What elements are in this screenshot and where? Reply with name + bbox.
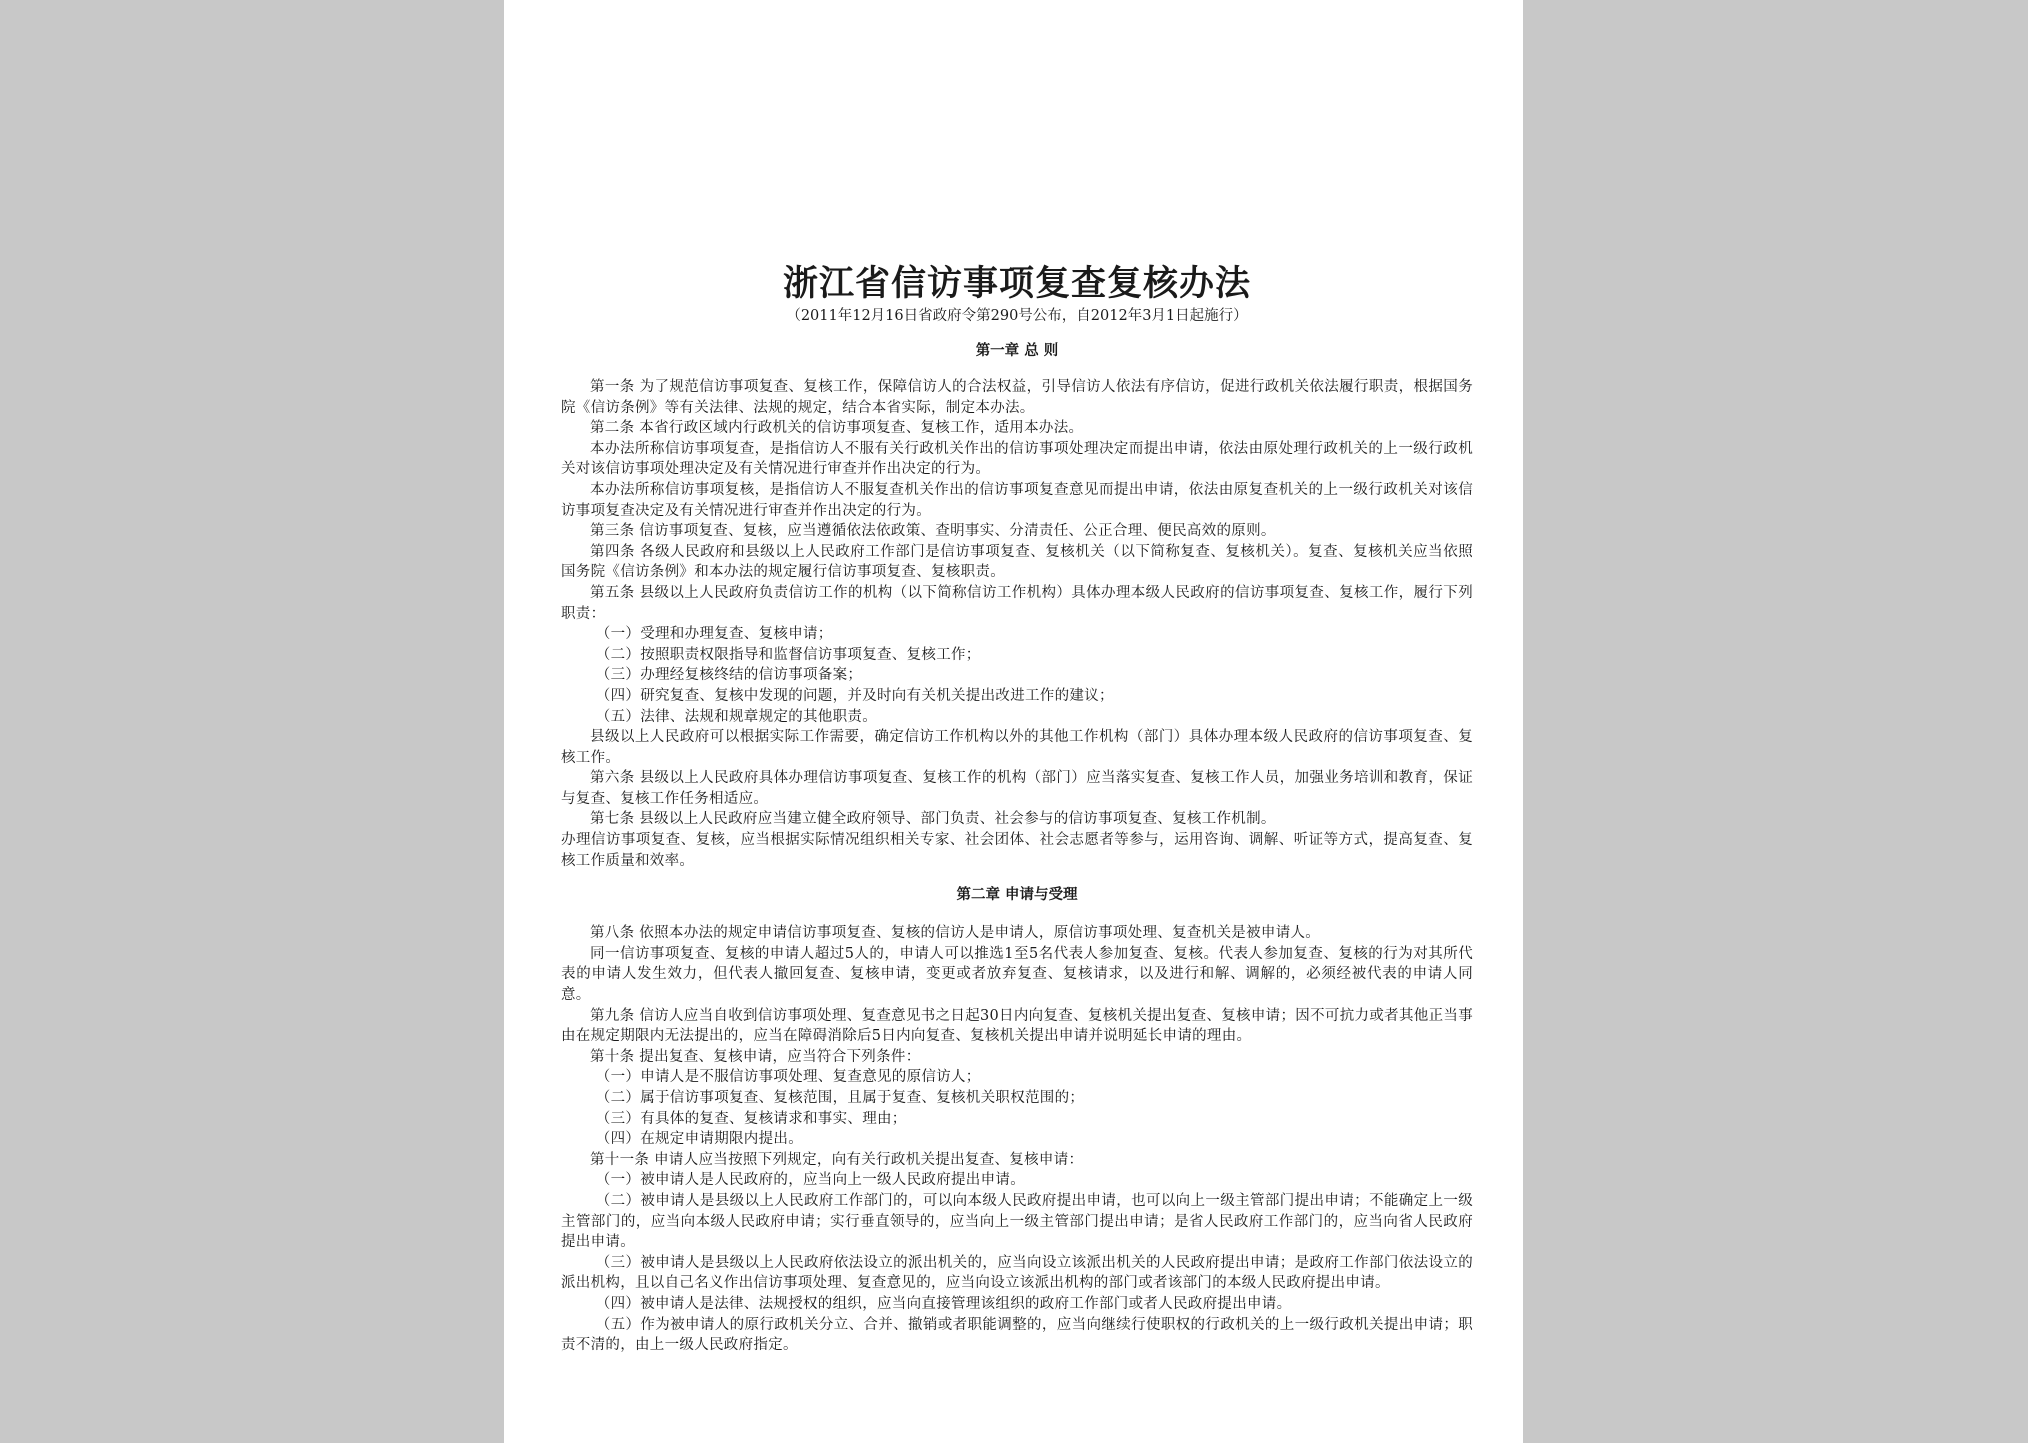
article-6: 第六条 县级以上人民政府具体办理信访事项复查、复核工作的机构（部门）应当落实复查、复核工作人员，加强业务培训和教育，保证与复查、复核工作任务相适应。 [561, 770, 1473, 807]
article-11: 第十一条 申请人应当按照下列规定，向有关行政机关提出复查、复核申请： [590, 1151, 1084, 1168]
chapter-1-title: 第一章 总 则 [975, 342, 1059, 359]
chapter-2-title: 第二章 申请与受理 [956, 886, 1078, 904]
article-5-item-3: （三）办理经复核终结的信访事项备案； [595, 667, 863, 684]
article-11-item-4: （四）被申请人是法律、法规授权的组织，应当向直接管理该组织的政府工作部门或者人民政府提出申请。 [595, 1295, 1292, 1312]
article-10-item-1: （一）申请人是不服信访事项处理、复查意见的原信访人； [595, 1069, 981, 1086]
document-subtitle: （2011年12月16日省政府令第290号公布，自2012年3月1日起施行） [786, 308, 1248, 324]
article-10: 第十条 提出复查、复核申请，应当符合下列条件： [590, 1048, 921, 1065]
article-11-item-5: （五）作为被申请人的原行政机关分立、合并、撤销或者职能调整的，应当向继续行使职权的行政机关的上一级行政机关提出申请；职责不清的，由上一级人民政府指定。 [561, 1316, 1473, 1354]
article-2-para-2: 本办法所称信访事项复查，是指信访人不服有关行政机关作出的信访事项处理决定而提出申请，依法由原处理行政机关的上一级行政机关对该信访事项处理决定及有关情况进行审查并作出决定的行为。 [561, 440, 1473, 478]
article-7-para-2: 办理信访事项复查、复核，应当根据实际情况组织相关专家、社会团体、社会志愿者等参与，运用咨询、调解、听证等方式，提高复查、复核工作质量和效率。 [561, 832, 1473, 869]
article-10-item-2: （二）属于信访事项复查、复核范围，且属于复查、复核机关职权范围的； [595, 1090, 1085, 1106]
article-11-item-1: （一）被申请人是人民政府的，应当向上一级人民政府提出申请。 [595, 1172, 1025, 1189]
article-5-item-1: （一）受理和办理复查、复核申请； [595, 626, 833, 643]
article-2: 第二条 本省行政区域内行政机关的信访事项复查、复核工作，适用本办法。 [590, 420, 1084, 437]
article-8: 第八条 依照本办法的规定申请信访事项复查、复核的信访人是申请人，原信访事项处理、复查机关是被申请人。 [590, 925, 1321, 942]
article-7: 第七条 县级以上人民政府应当建立健全政府领导、部门负责、社会参与的信访事项复查、复核工作机制。 [590, 811, 1276, 828]
chapter-1-body [561, 377, 1473, 871]
article-10-item-3: （三）有具体的复查、复核请求和事实、理由； [595, 1110, 907, 1127]
document-page [504, 0, 1523, 1443]
article-4: 第四条 各级人民政府和县级以上人民政府工作部门是信访事项复查、复核机关（以下简称复查、复核机关）。复查、复核机关应当依照国务院《信访条例》和本办法的规定履行信访事项复查、复核职责。 [561, 543, 1473, 581]
article-11-item-2: （二）被申请人是县级以上人民政府工作部门的，可以向本级人民政府提出申请，也可以向上一级主管部门提出申请；不能确定上一级主管部门的，应当向本级人民政府申请；实行垂直领导的，应当向上一级主管部门提出申请；是省人民政府工作部门的，应当向省人民政府提出申请。 [561, 1192, 1473, 1251]
article-3: 第三条 信访事项复查、复核，应当遵循依法依政策、查明事实、分清责任、公正合理、便民高效的原则。 [590, 523, 1276, 540]
article-2-para-3: 本办法所称信访事项复核，是指信访人不服复查机关作出的信访事项复查意见而提出申请，依法由原复查机关的上一级行政机关对该信访事项复查决定及有关情况进行审查并作出决定的行为。 [561, 481, 1473, 519]
article-8-para-2: 同一信访事项复查、复核的申请人超过5人的，申请人可以推选1至5名代表人参加复查、复核。代表人参加复查、复核的行为对其所代表的申请人发生效力，但代表人撤回复查、复核申请，变更或者放弃复查、复核请求，以及进行和解、调解的，必须经被代表的申请人同意。 [561, 945, 1473, 1004]
document-title: 浙江省信访事项复查复核办法 [782, 263, 1251, 304]
document-content [561, 262, 1473, 1356]
article-5-item-2: （二）按照职责权限指导和监督信访事项复查、复核工作； [595, 646, 981, 663]
article-5-item-5: （五）法律、法规和规章规定的其他职责。 [595, 708, 877, 725]
chapter-2-body [561, 923, 1473, 1355]
article-9: 第九条 信访人应当自收到信访事项处理、复查意见书之日起30日内向复查、复核机关提出复查、复核申请；因不可抗力或者其他正当事由在规定期限内无法提出的，应当在障碍消除后5日内向复查、复核机关提出申请并说明延长申请的理由。 [561, 1007, 1473, 1045]
article-5-para-2: 县级以上人民政府可以根据实际工作需要，确定信访工作机构以外的其他工作机构（部门）具体办理本级人民政府的信访事项复查、复核工作。 [561, 729, 1473, 766]
article-5-item-4: （四）研究复查、复核中发现的问题，并及时向有关机关提出改进工作的建议； [595, 687, 1114, 704]
article-1: 第一条 为了规范信访事项复查、复核工作，保障信访人的合法权益，引导信访人依法有序信访，促进行政机关依法履行职责，根据国务院《信访条例》等有关法律、法规的规定，结合本省实际，制定本办法。 [561, 379, 1473, 416]
article-10-item-4: （四）在规定申请期限内提出。 [595, 1131, 803, 1148]
article-11-item-3: （三）被申请人是县级以上人民政府依法设立的派出机关的，应当向设立该派出机关的人民政府提出申请；是政府工作部门依法设立的派出机构，且以自己名义作出信访事项处理、复查意见的，应当向设立该派出机构的部门或者该部门的本级人民政府提出申请。 [561, 1254, 1473, 1292]
article-5: 第五条 县级以上人民政府负责信访工作的机构（以下简称信访工作机构）具体办理本级人民政府的信访事项复查、复核工作，履行下列职责： [561, 584, 1473, 622]
